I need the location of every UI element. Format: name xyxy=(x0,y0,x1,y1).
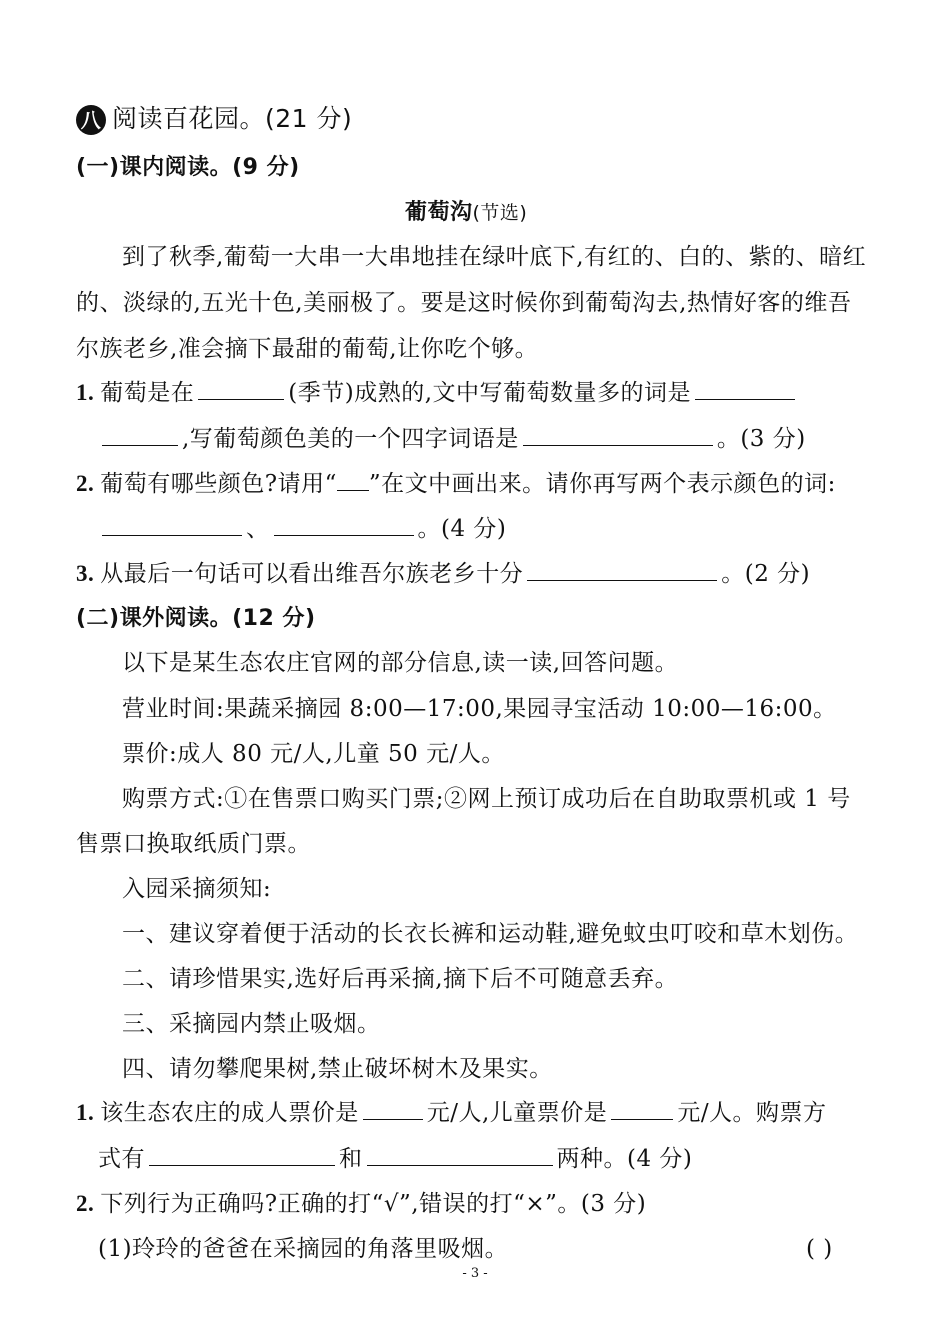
question-text: 、 xyxy=(246,516,270,542)
answer-blank-idiom[interactable] xyxy=(523,425,713,446)
p1-question-2-line-2 xyxy=(98,514,506,544)
section-number-badge: 八 xyxy=(76,105,106,135)
question-text: 从最后一句话可以看出维吾尔族老乡十分 xyxy=(100,561,524,587)
passage-title xyxy=(405,198,527,228)
p2-question-2 xyxy=(76,1189,646,1219)
answer-blank-trait[interactable] xyxy=(527,560,717,581)
question-text: 两种。(4 分) xyxy=(556,1146,693,1172)
question-text: 葡萄是在 xyxy=(100,380,195,406)
question-text: 式有 xyxy=(98,1146,145,1172)
info-line-8: 二、请珍惜果实,选好后再采摘,摘下后不可随意丢弃。 xyxy=(122,966,679,992)
passage-title-text: 葡萄沟 xyxy=(405,200,473,225)
info-line-9: 三、采摘园内禁止吸烟。 xyxy=(122,1011,381,1037)
section-title: 阅读百花园。(21 分) xyxy=(112,104,353,133)
question-text: 。(3 分) xyxy=(716,426,806,452)
page-number: - 3 - xyxy=(462,1266,488,1281)
p2-question-1-line-2 xyxy=(98,1144,692,1174)
question-text: 。(4 分) xyxy=(417,516,507,542)
info-line-6: 入园采摘须知: xyxy=(122,876,272,902)
question-text: 元/人。购票方 xyxy=(677,1100,827,1126)
question-text: 元/人,儿童票价是 xyxy=(426,1100,608,1126)
question-text: 葡萄有哪些颜色?请用“ xyxy=(100,471,337,497)
underline-sample xyxy=(337,470,369,491)
answer-blank-color-1[interactable] xyxy=(102,515,242,536)
answer-paren-box[interactable]: ( ) xyxy=(806,1236,833,1262)
part2-heading: (二)课外阅读。(12 分) xyxy=(76,606,316,631)
answer-blank-color-2[interactable] xyxy=(274,515,414,536)
p1-question-2-line-1 xyxy=(76,469,836,499)
p2-question-2-item-1: (1)玲玲的爸爸在采摘园的角落里吸烟。 xyxy=(98,1236,509,1262)
info-line-2: 营业时间:果蔬采摘园 8:00—17:00,果园寻宝活动 10:00—16:00。 xyxy=(122,696,837,722)
question-number: 1. xyxy=(76,380,95,405)
section-header xyxy=(76,104,352,135)
part1-heading: (一)课内阅读。(9 分) xyxy=(76,155,300,180)
info-line-4: 购票方式:①在售票口购买门票;②网上预订成功后在自助取票机或 1 号 xyxy=(122,786,851,812)
p1-question-1-line-1 xyxy=(76,378,799,408)
passage-line-1: 到了秋季,葡萄一大串一大串地挂在绿叶底下,有红的、白的、紫的、暗红 xyxy=(122,244,867,270)
info-line-1: 以下是某生态农庄官网的部分信息,读一读,回答问题。 xyxy=(122,650,679,676)
info-line-5: 售票口换取纸质门票。 xyxy=(76,831,311,857)
answer-blank-season[interactable] xyxy=(198,379,284,400)
question-text: 和 xyxy=(339,1146,363,1172)
passage-title-note: (节选) xyxy=(472,202,528,224)
question-text: (季节)成熟的,文中写葡萄数量多的词是 xyxy=(288,380,692,406)
info-line-3: 票价:成人 80 元/人,儿童 50 元/人。 xyxy=(122,741,505,767)
passage-line-3: 尔族老乡,准会摘下最甜的葡萄,让你吃个够。 xyxy=(76,336,539,362)
question-text: 下列行为正确吗?正确的打“√”,错误的打“×”。(3 分) xyxy=(100,1191,647,1217)
question-text: 该生态农庄的成人票价是 xyxy=(100,1100,359,1126)
p2-question-1-line-1 xyxy=(76,1098,827,1128)
p1-question-3 xyxy=(76,559,810,589)
question-number: 2. xyxy=(76,471,95,496)
answer-blank-child-price[interactable] xyxy=(611,1099,673,1120)
question-number: 2. xyxy=(76,1191,95,1216)
answer-blank-adult-price[interactable] xyxy=(363,1099,423,1120)
question-text: ,写葡萄颜色美的一个四字词语是 xyxy=(182,426,519,452)
p1-question-1-line-2 xyxy=(98,424,806,454)
answer-blank-quantity-word-cont[interactable] xyxy=(102,425,178,446)
passage-line-2: 的、淡绿的,五光十色,美丽极了。要是这时候你到葡萄沟去,热情好客的维吾 xyxy=(76,290,852,316)
question-number: 1. xyxy=(76,1100,95,1125)
answer-blank-quantity-word[interactable] xyxy=(695,379,795,400)
info-line-10: 四、请勿攀爬果树,禁止破坏树木及果实。 xyxy=(122,1056,553,1082)
answer-blank-method-1[interactable] xyxy=(149,1145,335,1166)
question-text: ”在文中画出来。请你再写两个表示颜色的词: xyxy=(368,471,836,497)
info-line-7: 一、建议穿着便于活动的长衣长裤和运动鞋,避免蚊虫叮咬和草木划伤。 xyxy=(122,921,859,947)
answer-blank-method-2[interactable] xyxy=(367,1145,553,1166)
question-number: 3. xyxy=(76,561,95,586)
question-text: 。(2 分) xyxy=(721,561,811,587)
